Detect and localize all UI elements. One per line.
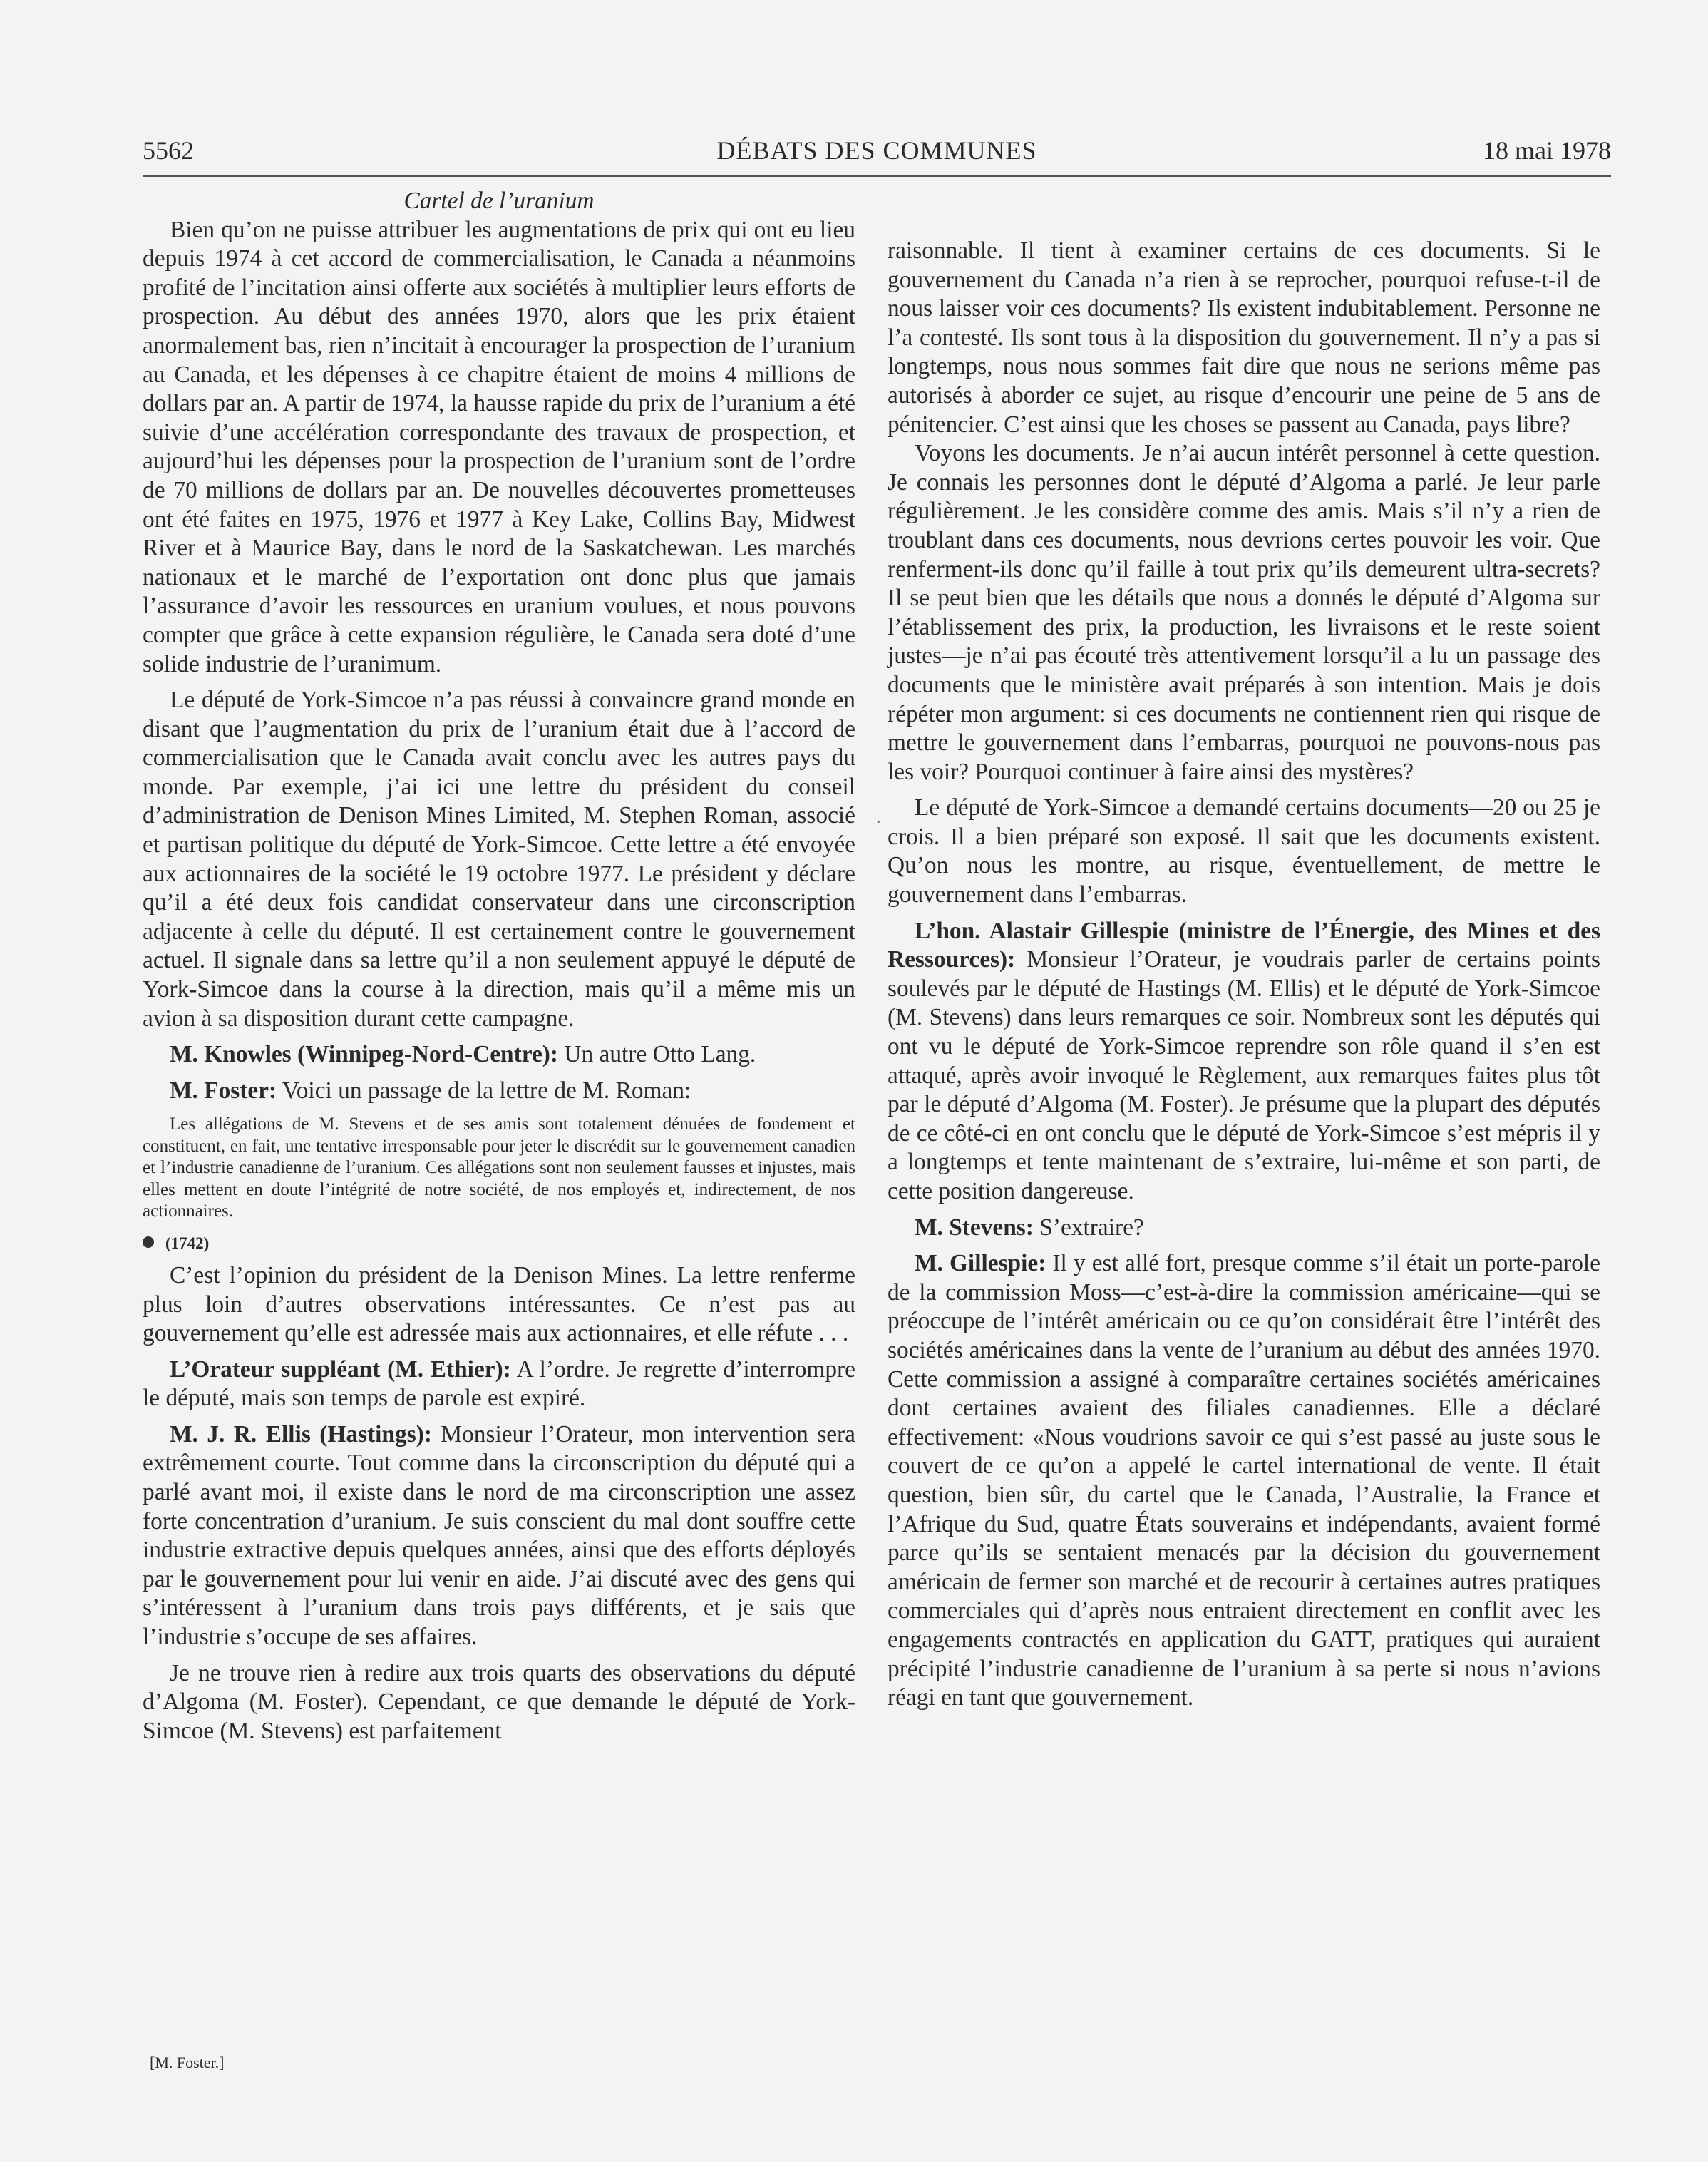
paragraph: Voyons les documents. Je n’ai aucun intérêt personnel à cette question. Je connais les personnes dont le député d’Algoma a parlé. Je leur parle régulièrement. Je les considère comme des amis. Mais s’il n’y a rien de troublant dans ces documents, nous devrions certes pouvoir les voir. Que renferment-ils donc qu’il faille à tout prix qu’ils demeurent ultra-secrets? Il se peut bien que les détails que nous a donnés le député d’Algoma sur l’établissement des prix, la production, les livraisons et le reste soient justes—je n’ai pas écouté très attentivement lorsqu’il a lu un passage des documents que le ministère avait préparés à son intention. Mais je dois répéter mon argument: si ces documents ne contiennent rien qui risque de mettre le gouvernement dans l’embarras, pourquoi ne pouvons-nous pas les voir? Pourquoi continuer à faire ainsi des mystères? <box>888 440 1600 785</box>
speech-stevens <box>888 1214 1600 1243</box>
paragraph: Je ne trouve rien à redire aux trois quarts des observations du député d’Algoma (M. Foster). Cependant, ce que demande le député de York-Simcoe (M. Stevens) est parfaitement <box>143 1659 855 1744</box>
page-date: 18 mai 1978 <box>1483 136 1611 165</box>
paragraph: C’est l’opinion du président de la Denison Mines. La lettre renferme plus loin d’autres observations intéressantes. Ce n’est pas au gouvernement qu’elle est adressée mais aux actionnaires, et elle réfute . . . <box>143 1261 855 1347</box>
timestamp <box>143 1233 855 1254</box>
section-title: Cartel de l’uranium <box>403 188 595 214</box>
speaker-name: L’hon. Alastair Gillespie (ministre de l’Énergie, des Mines et des Ressources): <box>888 917 1600 973</box>
right-column <box>888 187 1600 1713</box>
speech-text: Monsieur l’Orateur, mon intervention sera extrêmement courte. Tout comme dans la circonscription du député qui a parlé avant moi, il existe dans le nord de ma circonscription une assez forte concentration d’uranium. Je suis conscient du mal dont souffre cette industrie extractive depuis quelques années, ainsi que des efforts déployés par le gouvernement pour lui venir en aide. J’ai discuté avec des gens qui s’intéressent à l’uranium dans trois pays différents, et je sais que l’industrie s’occupe de ses affaires. <box>143 1420 855 1651</box>
page-header <box>143 134 1611 177</box>
margin-mark: · <box>875 811 882 832</box>
left-column <box>143 187 855 1746</box>
speaker-name: M. Foster: <box>170 1077 277 1104</box>
page-number: 5562 <box>143 136 194 165</box>
speaker-name: M. Knowles (Winnipeg-Nord-Centre): <box>170 1041 559 1068</box>
bullet-icon <box>143 1236 154 1248</box>
speaker-name: M. J. R. Ellis (Hastings): <box>170 1420 432 1448</box>
speech-foster <box>143 1077 855 1106</box>
speech-text: Monsieur l’Orateur, je voudrais parler de certains points soulevés par le député de Hastings (M. Ellis) et le député de York-Simcoe (M. Stevens) dans leurs remarques ce soir. Nombreux sont les députés qui ont vu le député de York-Simcoe reprendre son rôle quand il s’en est attaqué, après avoir invoqué le Règlement, aux remarques faites plus tôt par le député d’Algoma (M. Foster). Je présume que la plupart des députés de ce côté-ci en ont conclu que le député de York-Simcoe s’est mépris il y a longtemps et tente maintenant de s’extraire, lui-même et son parti, de cette position dangereuse. <box>888 946 1600 1204</box>
speech-text: Un autre Otto Lang. <box>558 1041 756 1068</box>
time-text: (1742) <box>165 1234 210 1252</box>
paragraph: Bien qu’on ne puisse attribuer les augmentations de prix qui ont eu lieu depuis 1974 à cet accord de commercialisation, le Canada a néanmoins profité de l’incitation ainsi offerte aux sociétés à multiplier leurs efforts de prospection. Au début des années 1970, alors que les prix étaient anormalement bas, rien n’incitait à encourager la prospection de l’uranium au Canada, et les dépenses à ce chapitre étaient de moins 4 millions de dollars par an. A partir de 1974, la hausse rapide du prix de l’uranium a été suivie d’une accélération correspondante des travaux de prospection, et aujourd’hui les dépenses pour la prospection de l’uranium sont de l’ordre de 70 millions de dollars par an. De nouvelles découvertes prometteuses ont été faites en 1975, 1976 et 1977 à Key Lake, Collins Bay, Midwest River et à Maurice Bay, dans le nord de la Saskatchewan. Les marchés nationaux et le marché de l’exportation ont donc plus que jamais l’assurance d’avoir les ressources en uranium voulues, et nous pouvons compter que grâce à cette expansion régulière, le Canada sera doté d’une solide industrie de l’uranimum. <box>143 216 855 677</box>
speech-text: Il y est allé fort, presque comme s’il était un porte-parole de la commission Moss—c’est-à-dire la commission américaine—qui se préoccupe de l’intérêt américain ou ce qu’on considérait être l’intérêt des sociétés américaines dans la vente de l’uranium au début des années 1970. Cette commission a assigné à comparaître certaines sociétés américaines dont certaines avaient des filiales canadiennes. Elle a déclaré effectivement: «Nous voudrions savoir ce qui s’est passé au juste sous le couvert de ce qu’on a appelé le cartel international de vente. Il était question, bien sûr, du cartel que le Canada, l’Australie, la France et l’Afrique du Sud, quatre États souverains et indépendants, avaient formé parce qu’ils se sentaient menacés par la décision du gouvernement américain de fermer son marché et de recourir à certaines autres pratiques commerciales qui d’après nous entraient directement en conflit avec les engagements contractés en application du GATT, pratiques qui auraient précipité l’industrie canadienne de l’uranium à sa perte si nous n’avions réagi en tant que gouvernement. <box>888 1250 1600 1711</box>
speaker-name: M. Stevens: <box>915 1214 1034 1241</box>
publication-title: DÉBATS DES COMMUNES <box>716 136 1037 165</box>
speech-orateur <box>143 1356 855 1413</box>
speech-knowles <box>143 1040 855 1070</box>
speaker-name: M. Gillespie: <box>915 1250 1046 1277</box>
speech-ellis <box>143 1420 855 1652</box>
footer-note: [M. Foster.] <box>150 2054 225 2071</box>
paragraph: Le député de York-Simcoe n’a pas réussi à convaincre grand monde en disant que l’augmentation du prix de l’uranium était due à l’accord de commercialisation que le Canada avait conclu avec les autres pays du monde. Par exemple, j’ai ici une lettre du président du conseil d’administration de Denison Mines Limited, M. Stephen Roman, associé et partisan politique du député de York-Simcoe. Cette lettre a été envoyée aux actionnaires de la société le 19 octobre 1977. Le président y déclare qu’il a été deux fois candidat conservateur dans une circonscription adjacente à celle du député. Il est certainement contre le gouvernement actuel. Il signale dans sa lettre qu’il a non seulement appuyé le député de York-Simcoe dans la course à la direction, mais qu’il a même mis un avion à sa disposition durant cette campagne. <box>143 687 855 1032</box>
speech-text: S’extraire? <box>1033 1214 1144 1241</box>
speech-gillespie <box>888 917 1600 1206</box>
speech-text: Voici un passage de la lettre de M. Roman: <box>277 1077 691 1104</box>
speaker-name: L’Orateur suppléant (M. Ethier): <box>170 1356 511 1383</box>
paragraph: Le député de York-Simcoe a demandé certains documents—20 ou 25 je crois. Il a bien préparé son exposé. Il sait que les documents existent. Qu’on nous les montre, au risque, éventuellement, de mettre le gouvernement dans l’embarras. <box>888 794 1600 908</box>
block-quote: Les allégations de M. Stevens et de ses amis sont totalement dénuées de fondement et constituent, en fait, une tentative irresponsable pour jeter le discrédit sur le gouvernement canadien et l’industrie canadienne de l’uranium. Ces allégations sont non seulement fausses et injustes, mais elles mettent en doute l’intégrité de notre société, de nos employés et, indirectement, de nos actionnaires. <box>143 1115 855 1221</box>
paragraph: raisonnable. Il tient à examiner certains de ces documents. Si le gouvernement du Canada n’a rien à se reprocher, pourquoi refuse-t-il de nous laisser voir ces documents? Ils existent indubitablement. Personne ne l’a contesté. Ils sont tous à la disposition du gouvernement. Il n’y a pas si longtemps, nous nous sommes fait dire que nous ne serions même pas autorisés à aborder ce sujet, au risque d’encourir une peine de 5 ans de pénitencier. C’est ainsi que les choses se passent au Canada, pays libre? <box>888 237 1600 438</box>
speech-text: A l’ordre. Je regrette d’interrompre le député, mais son temps de parole est expiré. <box>143 1356 855 1412</box>
speech-gillespie-2 <box>888 1249 1600 1713</box>
